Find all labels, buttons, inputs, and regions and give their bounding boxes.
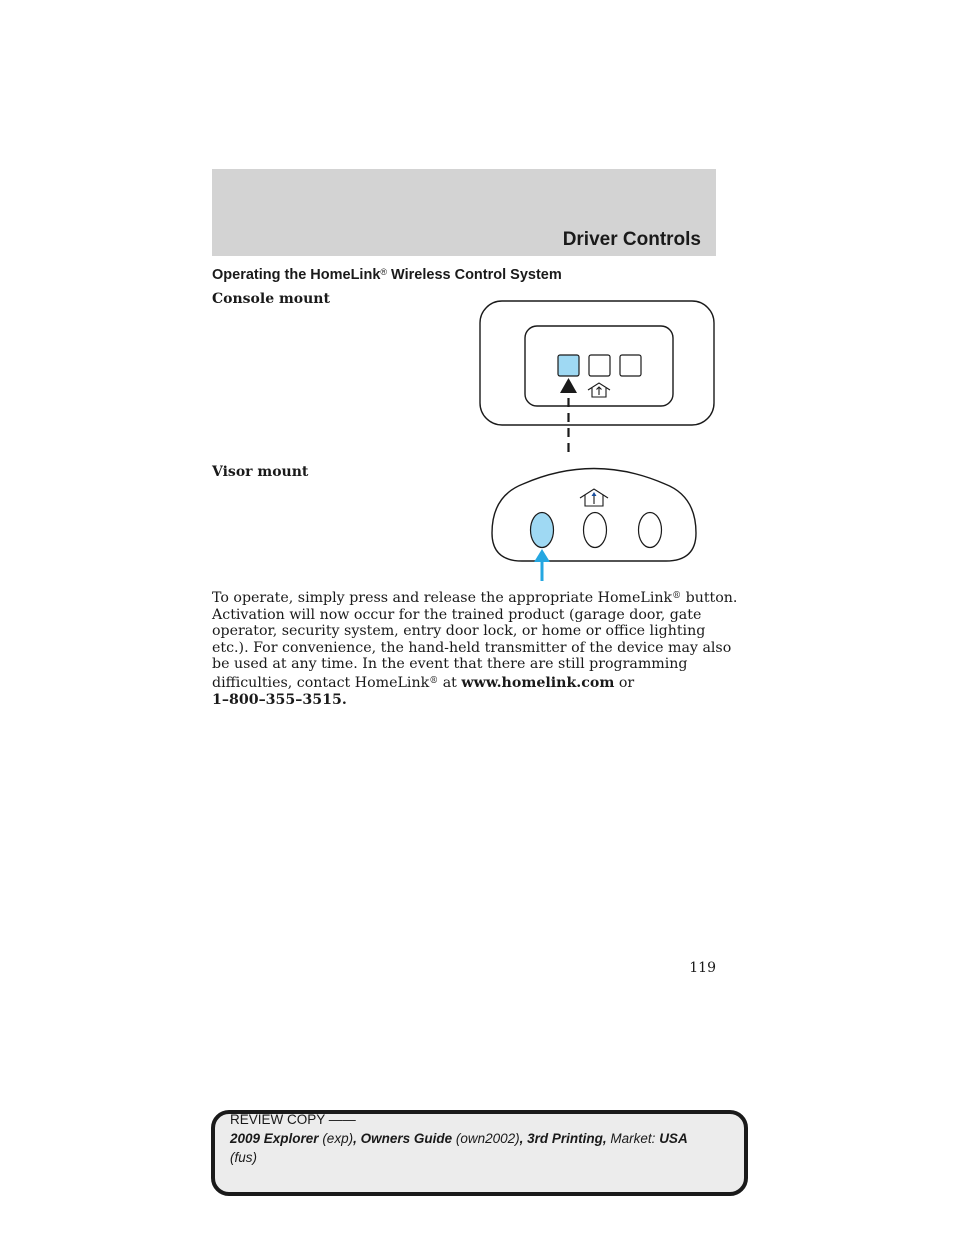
paragraph-line-4: etc.). For convenience, the hand-held transmitter of the device may also xyxy=(212,639,732,656)
homelink-url: www.homelink.com xyxy=(461,674,615,691)
console-button-1-active xyxy=(558,355,579,376)
paragraph-line-2: Activation will now occur for the trained product (garage door, gate xyxy=(212,606,702,623)
market-code: (fus) xyxy=(230,1150,257,1165)
market-label: Market: xyxy=(606,1131,660,1146)
paragraph-line-5: be used at any time. In the event that there are still programming xyxy=(212,656,688,673)
console-button-2 xyxy=(589,355,610,376)
model-name: 2009 Explorer xyxy=(230,1131,319,1146)
line-1-text: To operate, simply press and release the appropriate HomeLink xyxy=(212,590,673,606)
line-1-end: button. xyxy=(681,590,738,606)
visor-button-3 xyxy=(639,513,662,548)
visor-mount-label: Visor mount xyxy=(212,464,309,480)
visor-button-1-active xyxy=(531,513,554,548)
homelink-phone: 1–800–355–3515. xyxy=(212,691,347,708)
paragraph-line-3: operator, security system, entry door lock, or home or office lighting xyxy=(212,623,706,640)
console-mount-diagram xyxy=(478,298,718,458)
review-copy-details xyxy=(230,1129,688,1148)
paragraph-line-7 xyxy=(212,692,716,709)
line-6-or: or xyxy=(614,674,635,691)
model-code: (exp) xyxy=(318,1131,354,1146)
line-6-text: difficulties, contact HomeLink xyxy=(212,674,430,691)
review-copy-market-code xyxy=(230,1148,688,1167)
page-number: 119 xyxy=(689,960,716,976)
heading-suffix: Wireless Control System xyxy=(387,267,562,283)
heading-prefix: Operating the HomeLink xyxy=(212,267,381,283)
visor-mount-diagram xyxy=(488,465,700,585)
market-value: USA xyxy=(659,1131,688,1146)
console-button-3 xyxy=(620,355,641,376)
printing-info: , 3rd Printing, xyxy=(519,1131,607,1146)
registered-mark: ® xyxy=(429,675,439,686)
section-title: Driver Controls xyxy=(562,229,701,250)
guide-code: (own2002) xyxy=(452,1131,520,1146)
paragraph-line-6 xyxy=(212,673,716,692)
registered-mark: ® xyxy=(672,591,682,601)
paragraph-line-1 xyxy=(212,588,738,607)
guide-name: , Owners Guide xyxy=(353,1131,453,1146)
review-copy-text xyxy=(230,1110,688,1167)
section-header-band xyxy=(212,169,716,256)
console-mount-label: Console mount xyxy=(212,291,330,307)
review-copy-label: REVIEW COPY —— xyxy=(230,1112,356,1127)
visor-button-2 xyxy=(584,513,607,548)
registered-mark: ® xyxy=(380,267,388,277)
line-6-at: at xyxy=(438,674,462,691)
homelink-heading xyxy=(212,267,562,283)
instructions-paragraph xyxy=(212,588,738,708)
